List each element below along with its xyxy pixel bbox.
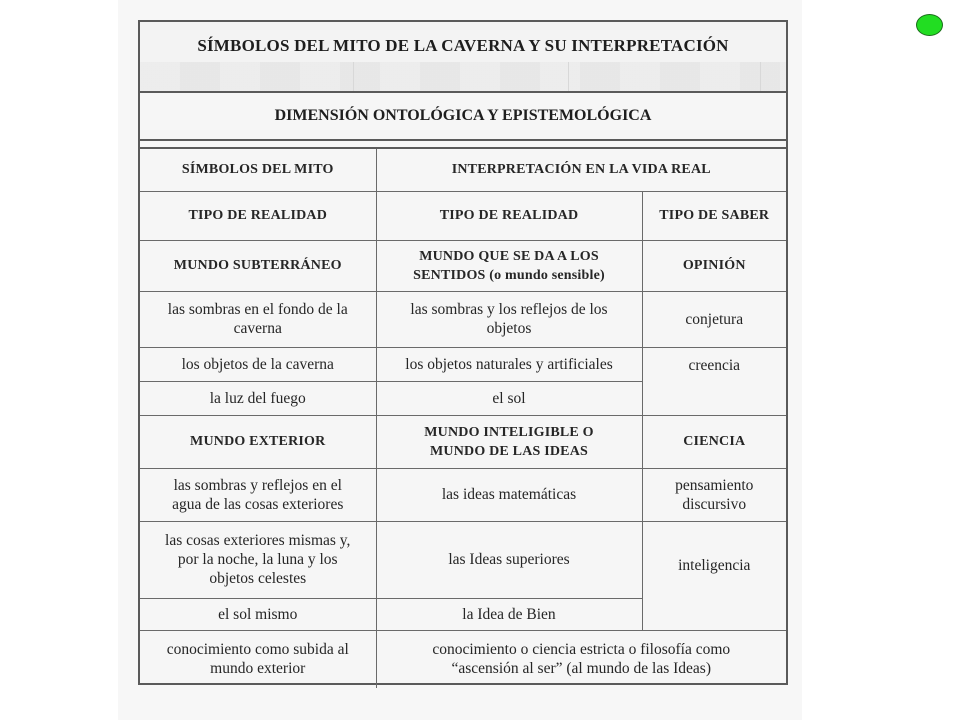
knowledge-cell: inteligencia bbox=[642, 521, 786, 630]
myth-cell: la luz del fuego bbox=[140, 381, 376, 415]
knowledge-cell: pensamiento discursivo bbox=[642, 468, 786, 521]
real-cell: el sol bbox=[376, 381, 642, 415]
ascent-row bbox=[140, 630, 786, 688]
knowledge-cell: conjetura bbox=[642, 291, 786, 347]
section-knowledge-sensible: OPINIÓN bbox=[642, 240, 786, 291]
table-row bbox=[140, 468, 786, 521]
header-knowledge-type: TIPO DE SABER bbox=[642, 191, 786, 240]
knowledge-cell: creencia bbox=[642, 347, 786, 415]
header-row bbox=[140, 148, 786, 191]
myth-cell: las sombras y reflejos en el agua de las cosas exteriores bbox=[140, 468, 376, 521]
real-cell: las Ideas superiores bbox=[376, 521, 642, 598]
subheader-row bbox=[140, 191, 786, 240]
page-subtitle: DIMENSIÓN ONTOLÓGICA Y EPISTEMOLÓGICA bbox=[274, 107, 652, 124]
real-cell: los objetos naturales y artificiales bbox=[376, 347, 642, 381]
myth-cell: conocimiento como subida al mundo exterior bbox=[140, 630, 376, 688]
header-reality-type-real: TIPO DE REALIDAD bbox=[376, 191, 642, 240]
symbols-table bbox=[140, 147, 786, 688]
section-row-sensible bbox=[140, 240, 786, 291]
real-cell: la Idea de Bien bbox=[376, 598, 642, 630]
table-row bbox=[140, 291, 786, 347]
section-real-intelligible: MUNDO INTELIGIBLE O MUNDO DE LAS IDEAS bbox=[376, 415, 642, 468]
real-cell: las ideas matemáticas bbox=[376, 468, 642, 521]
real-cell: conocimiento o ciencia estricta o filosofía como “ascensión al ser” (al mundo de las Ideas) bbox=[376, 630, 786, 688]
section-real-sensible: MUNDO QUE SE DA A LOS SENTIDOS (o mundo sensible) bbox=[376, 240, 642, 291]
header-symbols: SÍMBOLOS DEL MITO bbox=[140, 148, 376, 191]
myth-cell: las cosas exteriores mismas y, por la noche, la luna y los objetos celestes bbox=[140, 521, 376, 598]
table-row bbox=[140, 347, 786, 381]
section-row-intelligible bbox=[140, 415, 786, 468]
section-myth-sensible: MUNDO SUBTERRÁNEO bbox=[140, 240, 376, 291]
section-myth-intelligible: MUNDO EXTERIOR bbox=[140, 415, 376, 468]
real-cell: las sombras y los reflejos de los objetos bbox=[376, 291, 642, 347]
myth-cell: los objetos de la caverna bbox=[140, 347, 376, 381]
myth-cell: las sombras en el fondo de la caverna bbox=[140, 291, 376, 347]
header-interpretation: INTERPRETACIÓN EN LA VIDA REAL bbox=[376, 148, 786, 191]
green-marker-icon bbox=[916, 14, 943, 36]
interpretation-table bbox=[138, 20, 788, 685]
title-band bbox=[140, 22, 786, 93]
section-knowledge-intelligible: CIENCIA bbox=[642, 415, 786, 468]
header-reality-type-myth: TIPO DE REALIDAD bbox=[140, 191, 376, 240]
subtitle-band bbox=[140, 93, 786, 141]
page-title: SÍMBOLOS DEL MITO DE LA CAVERNA Y SU INTERPRETACIÓN bbox=[197, 36, 729, 55]
table-row bbox=[140, 521, 786, 598]
ghosted-header-strip bbox=[140, 62, 786, 91]
myth-cell: el sol mismo bbox=[140, 598, 376, 630]
